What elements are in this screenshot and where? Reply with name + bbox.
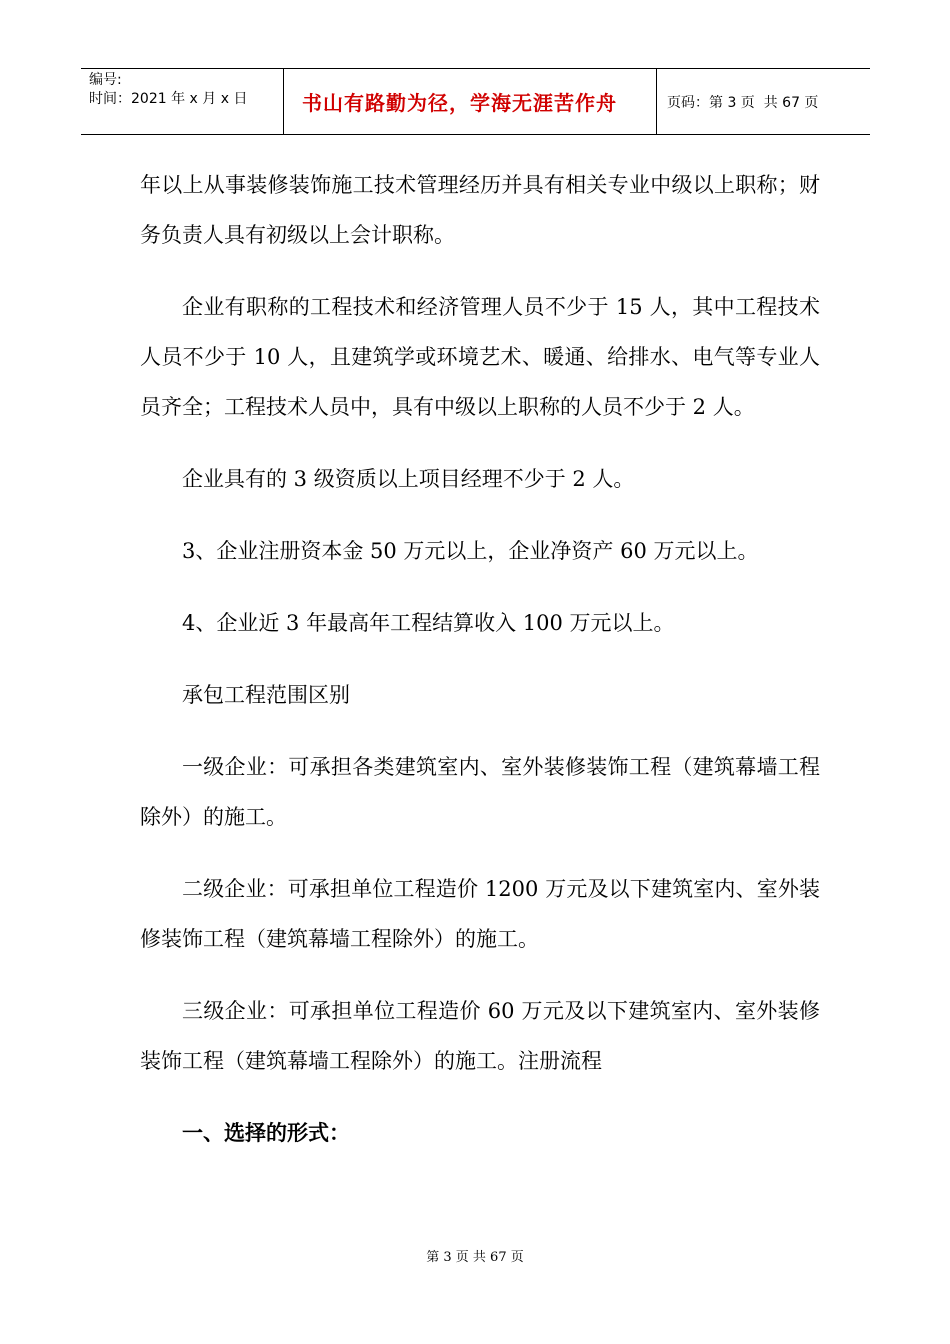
document-body — [140, 160, 820, 1180]
header-meta — [81, 69, 284, 134]
paragraph-staff-requirements: 企业有职称的工程技术和经济管理人员不少于 15 人，其中工程技术人员不少于 10 人，且建筑学或环境艺术、暖通、给排水、电气等专业人员齐全；工程技术人员中，具有中级以上职称的人员不少于 2 人。 — [140, 295, 820, 419]
header-page-info: 页码：第 3 页 共 67 页 — [667, 94, 819, 111]
section-heading-scope: 承包工程范围区别 — [182, 683, 350, 707]
paragraph-grade-one: 一级企业：可承担各类建筑室内、室外装修装饰工程（建筑幕墙工程除外）的施工。 — [140, 755, 820, 829]
section-heading-form: 一、选择的形式： — [182, 1120, 350, 1145]
header-number-label: 编号: — [89, 72, 122, 88]
paragraph-capital: 3、企业注册资本金 50 万元以上，企业净资产 60 万元以上。 — [182, 539, 759, 563]
header-motto: 书山有路勤为径，学海无涯苦作舟 — [284, 69, 657, 134]
paragraph-grade-two: 二级企业：可承担单位工程造价 1200 万元及以下建筑室内、室外装修装饰工程（建筑幕墙工程除外）的施工。 — [140, 877, 820, 951]
paragraph-grade-three: 三级企业：可承担单位工程造价 60 万元及以下建筑室内、室外装修装饰工程（建筑幕墙工程除外）的施工。注册流程 — [140, 999, 820, 1073]
paragraph-continuation: 年以上从事装修装饰施工技术管理经历并具有相关专业中级以上职称；财务负责人具有初级以上会计职称。 — [140, 173, 820, 247]
paragraph-project-managers: 企业具有的 3 级资质以上项目经理不少于 2 人。 — [182, 467, 635, 491]
header-time-label: 时间：2021 年 x 月 x 日 — [89, 91, 248, 107]
page-header — [81, 68, 870, 135]
paragraph-income: 4、企业近 3 年最高年工程结算收入 100 万元以上。 — [182, 611, 675, 635]
page-footer: 第 3 页 共 67 页 — [426, 1250, 524, 1265]
